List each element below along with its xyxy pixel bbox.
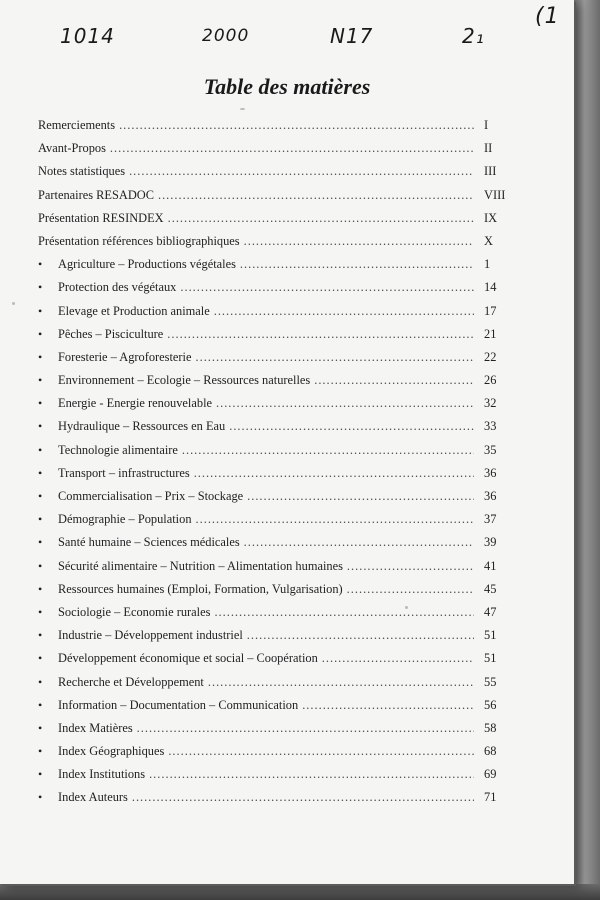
- scan-speck: [240, 108, 245, 110]
- bullet-icon: •: [38, 558, 43, 573]
- toc-entry-label: Développement économique et social – Coopération: [58, 651, 318, 666]
- toc-entry-page: 47: [484, 604, 497, 619]
- toc-entry-label: Démographie – Population: [58, 512, 192, 527]
- toc-entry-label: Index Institutions: [58, 767, 146, 782]
- toc-entry-label: Protection des végétaux: [58, 280, 177, 295]
- toc-entry: [38, 304, 518, 327]
- dot-leader: [110, 141, 474, 156]
- toc-entry-page: X: [484, 233, 493, 248]
- toc-entry-page: IX: [484, 210, 498, 225]
- scan-speck: [12, 302, 15, 305]
- toc-entry-page: 36: [484, 489, 497, 503]
- toc-entry-page: 45: [484, 581, 497, 596]
- toc-entry-page: 36: [484, 465, 497, 480]
- bullet-icon: •: [38, 628, 43, 643]
- toc-entry-page: 58: [484, 720, 497, 735]
- dot-leader: [302, 698, 474, 713]
- bullet-icon: •: [38, 651, 43, 666]
- bullet-icon: •: [38, 465, 43, 480]
- toc-entry-page: 35: [484, 442, 497, 457]
- toc-entry-page: 71: [484, 790, 497, 805]
- toc-entry-page: 41: [484, 558, 497, 573]
- toc-entry: [38, 350, 518, 373]
- toc-entry-label: Environnement – Ecologie – Ressources naturelles: [58, 373, 311, 388]
- dot-leader: [167, 327, 474, 342]
- dot-leader: [119, 118, 474, 133]
- toc-entry-page: 56: [484, 697, 497, 712]
- toc-entry: [38, 767, 518, 790]
- toc-entry: [38, 744, 518, 767]
- toc-entry: [38, 234, 518, 257]
- toc-entry-page: 17: [484, 303, 497, 318]
- toc-entry-label: Index Auteurs: [58, 790, 128, 805]
- toc-entry-page: 32: [484, 396, 497, 411]
- bullet-icon: •: [38, 303, 43, 318]
- toc-entry-label: Recherche et Développement: [58, 674, 204, 689]
- toc-entry-label: Elevage et Production animale: [58, 303, 210, 318]
- toc-entry: [38, 188, 518, 211]
- dot-leader: [168, 211, 474, 226]
- bullet-icon: •: [38, 604, 43, 619]
- toc-entry-page: III: [484, 164, 497, 179]
- dot-leader: [229, 419, 474, 434]
- dot-leader: [347, 559, 474, 574]
- toc-entry: [38, 141, 518, 164]
- bullet-icon: •: [38, 674, 43, 689]
- dot-leader: [149, 767, 474, 782]
- toc-entry-page: 33: [484, 419, 497, 434]
- dot-leader: [196, 512, 474, 527]
- toc-entry-label: Santé humaine – Sciences médicales: [58, 535, 240, 550]
- handwritten-note-5: (1: [535, 4, 560, 29]
- toc-entry-page: 22: [484, 349, 497, 364]
- handwritten-note-4: 2₁: [462, 24, 485, 48]
- dot-leader: [240, 257, 474, 272]
- toc-entry: [38, 118, 518, 141]
- toc-entry-page: VIII: [484, 187, 506, 202]
- page-title: Table des matières: [203, 74, 371, 99]
- bullet-icon: •: [38, 280, 43, 295]
- toc-entry: [38, 489, 518, 512]
- toc-entry-label: Energie - Energie renouvelable: [58, 396, 213, 411]
- toc-entry-page: 55: [484, 674, 497, 689]
- toc-entry-label: Partenaires RESADOC: [38, 187, 154, 202]
- dot-leader: [194, 466, 474, 481]
- toc-entry-label: Information – Documentation – Communication: [58, 697, 299, 712]
- toc-entry-label: Ressources humaines (Emploi, Formation, Vulgarisation): [58, 581, 343, 596]
- dot-leader: [244, 234, 474, 249]
- handwritten-note-3: N17: [330, 24, 374, 48]
- toc-entry-page: 68: [484, 744, 497, 759]
- toc-entry-page: 21: [484, 326, 497, 341]
- dot-leader: [168, 744, 474, 759]
- bullet-icon: •: [38, 767, 43, 782]
- toc-entry: [38, 280, 518, 303]
- toc-entry: [38, 327, 518, 350]
- bullet-icon: •: [38, 581, 43, 596]
- dot-leader: [314, 373, 474, 388]
- toc-entry-page: 37: [484, 512, 497, 527]
- toc-entry: [38, 164, 518, 187]
- toc-entry-page: 69: [484, 767, 497, 782]
- handwritten-note-1: 1014: [60, 24, 115, 48]
- toc-entry: [38, 373, 518, 396]
- bullet-icon: •: [38, 535, 43, 550]
- dot-leader: [158, 188, 474, 203]
- handwritten-note-2: 2000: [202, 26, 250, 46]
- toc-entry-label: Technologie alimentaire: [58, 442, 178, 457]
- toc-entry-page: II: [484, 141, 493, 156]
- dot-leader: [322, 651, 474, 666]
- dot-leader: [347, 582, 474, 597]
- dot-leader: [208, 675, 474, 690]
- dot-leader: [137, 721, 474, 736]
- toc-entry: [38, 698, 518, 721]
- toc-entry-page: I: [484, 118, 489, 132]
- dot-leader: [216, 396, 474, 411]
- dot-leader: [132, 790, 474, 805]
- toc-entry: [38, 466, 518, 489]
- dot-leader: [182, 443, 474, 458]
- toc-entry-label: Sociologie – Economie rurales: [58, 604, 211, 619]
- dot-leader: [196, 350, 475, 365]
- toc-entry-label: Index Géographiques: [58, 744, 165, 759]
- bullet-icon: •: [38, 326, 43, 341]
- toc-entry-page: 51: [484, 628, 497, 643]
- toc-entry-label: Foresterie – Agroforesterie: [58, 349, 192, 364]
- toc-entry-page: 14: [484, 280, 497, 295]
- toc-entry: [38, 628, 518, 651]
- dot-leader: [180, 280, 474, 295]
- dot-leader: [214, 605, 474, 620]
- dot-leader: [244, 535, 474, 550]
- toc-entry-label: Remerciements: [38, 118, 116, 132]
- dot-leader: [247, 628, 474, 643]
- toc-entry-label: Industrie – Développement industriel: [58, 628, 243, 643]
- toc-entry: [38, 675, 518, 698]
- toc-entry-page: 39: [484, 535, 497, 550]
- toc-entry-label: Avant-Propos: [38, 141, 106, 156]
- toc-entry: [38, 211, 518, 234]
- toc-entry-page: 26: [484, 373, 497, 388]
- toc-entry: [38, 396, 518, 419]
- bullet-icon: •: [38, 720, 43, 735]
- toc-entry: [38, 605, 518, 628]
- dot-leader: [129, 164, 474, 179]
- toc-entry-label: Agriculture – Productions végétales: [58, 257, 236, 272]
- toc-entry: [38, 651, 518, 674]
- scan-bottom-edge: [0, 884, 600, 900]
- toc-entry: [38, 257, 518, 280]
- bullet-icon: •: [38, 396, 43, 411]
- toc-entry: [38, 419, 518, 442]
- toc-entry: [38, 535, 518, 558]
- bullet-icon: •: [38, 257, 43, 272]
- toc-entry-label: Commercialisation – Prix – Stockage: [58, 489, 244, 503]
- bullet-icon: •: [38, 512, 43, 527]
- table-of-contents: [38, 118, 518, 814]
- bullet-icon: •: [38, 697, 43, 712]
- toc-entry-label: Notes statistiques: [38, 164, 126, 179]
- toc-entry-label: Sécurité alimentaire – Nutrition – Alimentation humaines: [58, 558, 343, 573]
- toc-entry: [38, 559, 518, 582]
- toc-entry-label: Présentation RESINDEX: [38, 210, 164, 225]
- toc-entry-page: 1: [484, 257, 491, 272]
- bullet-icon: •: [38, 744, 43, 759]
- toc-entry: [38, 790, 518, 813]
- toc-entry-page: 51: [484, 651, 497, 666]
- dot-leader: [214, 304, 474, 319]
- toc-entry-label: Pêches – Pisciculture: [58, 326, 164, 341]
- toc-entry: [38, 582, 518, 605]
- bullet-icon: •: [38, 790, 43, 805]
- toc-entry-label: Transport – infrastructures: [58, 465, 190, 480]
- bullet-icon: •: [38, 349, 43, 364]
- toc-entry-label: Index Matières: [58, 720, 133, 735]
- bullet-icon: •: [38, 419, 43, 434]
- toc-entry: [38, 443, 518, 466]
- scan-speck: [405, 606, 408, 609]
- bullet-icon: •: [38, 489, 43, 503]
- bullet-icon: •: [38, 442, 43, 457]
- scan-right-edge: [574, 0, 600, 900]
- bullet-icon: •: [38, 373, 43, 388]
- toc-entry-label: Présentation références bibliographiques: [38, 233, 240, 248]
- dot-leader: [247, 489, 474, 504]
- toc-entry-label: Hydraulique – Ressources en Eau: [58, 419, 226, 434]
- toc-entry: [38, 512, 518, 535]
- toc-entry: [38, 721, 518, 744]
